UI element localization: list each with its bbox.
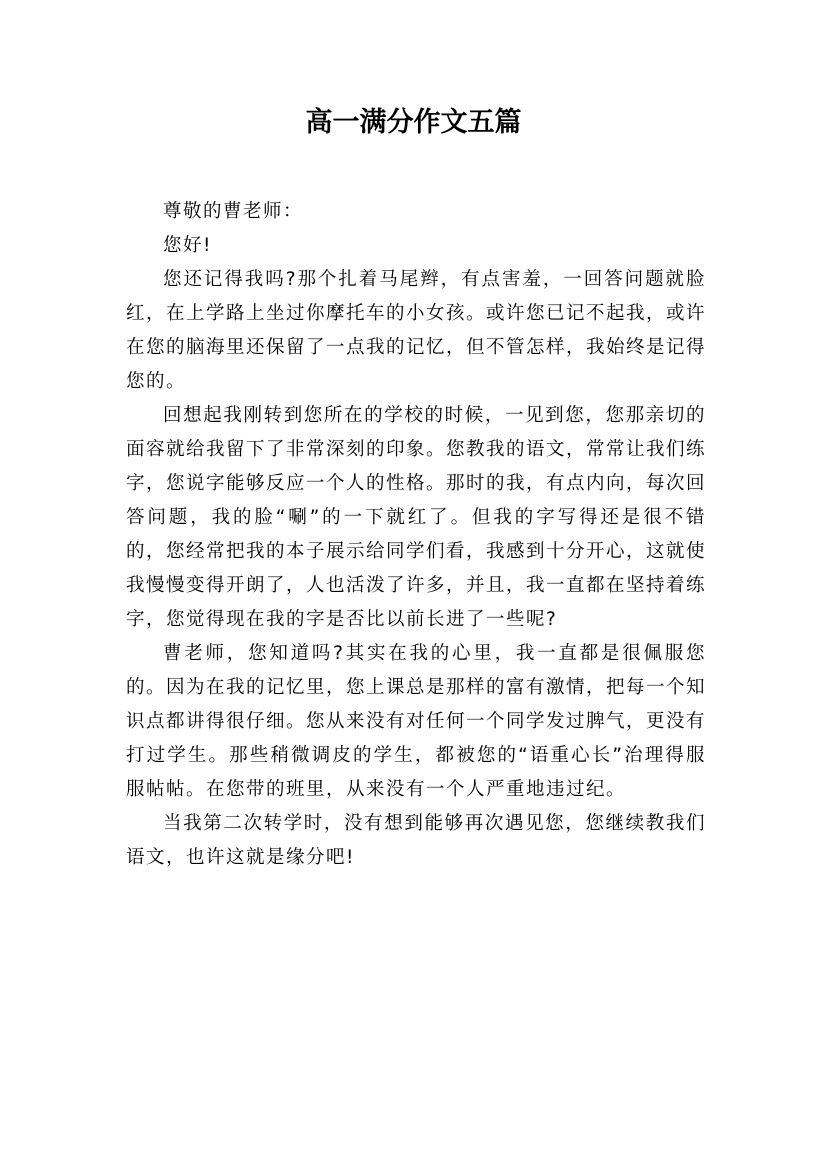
paragraph-salutation: 尊敬的曹老师： <box>163 201 304 222</box>
document-title: 高一满分作文五篇 <box>305 107 522 138</box>
paragraph-greeting: 您好! <box>163 235 212 256</box>
paragraph: 您还记得我吗?那个扎着马尾辫，有点害羞，一回答问题就脸红，在上学路上坐过你摩托车的小女孩。或许您已记不起我，或许在您的脑海里还保留了一点我的记忆，但不管怎样，我始终是记得您的。 <box>126 269 707 392</box>
paragraph: 回想起我刚转到您所在的学校的时候，一见到您，您那亲切的面容就给我留下了非常深刻的印象。您教我的语文，常常让我们练字，您说字能够反应一个人的性格。那时的我，有点内向，每次回答问题，我的脸“唰”的一下就红了。但我的字写得还是很不错的，您经常把我的本子展示给同学们看，我感到十分开心，这就使我慢慢变得开朗了，人也活泼了许多，并且，我一直都在坚持着练字，您觉得现在我的字是否比以前长进了一些呢? <box>126 405 707 630</box>
paragraph: 曹老师，您知道吗?其实在我的心里，我一直都是很佩服您的。因为在我的记忆里，您上课总是那样的富有激情，把每一个知识点都讲得很仔细。您从来没有对任何一个同学发过脾气，更没有打过学生。那些稍微调皮的学生，都被您的“语重心长”治理得服服帖帖。在您带的班里，从来没有一个人严重地违过纪。 <box>126 643 707 800</box>
document-body <box>126 195 706 875</box>
paragraph: 当我第二次转学时，没有想到能够再次遇见您，您继续教我们语文，也许这就是缘分吧! <box>126 813 706 868</box>
